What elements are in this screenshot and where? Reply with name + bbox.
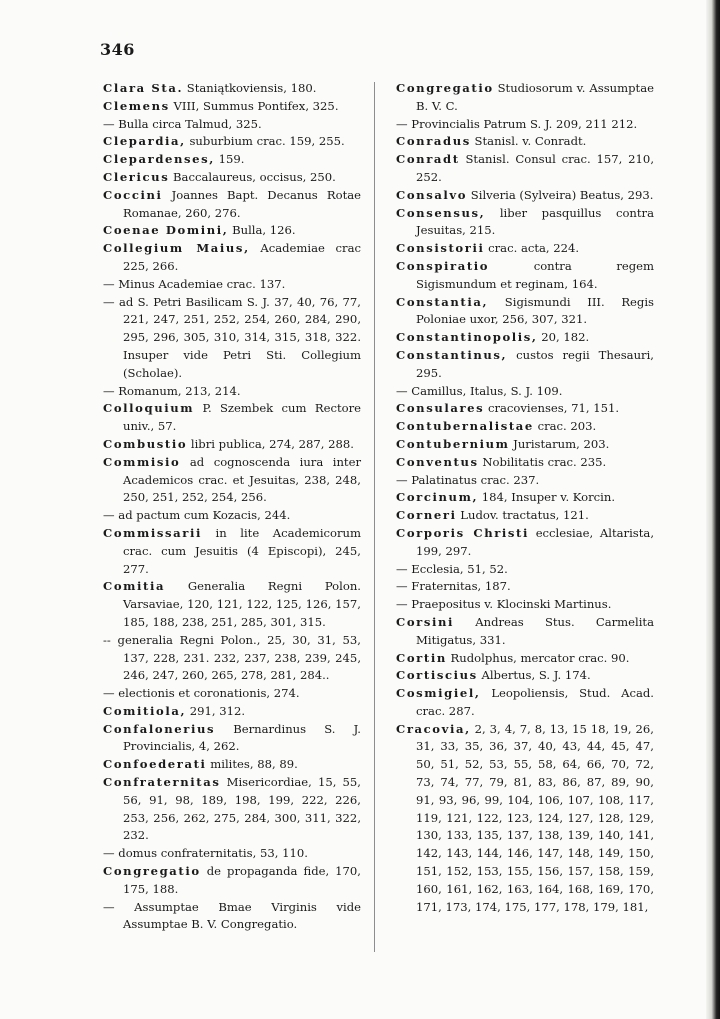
index-headword: Consulares [396, 401, 485, 416]
index-entry-text: — Romanum, 213, 214. [103, 383, 241, 398]
index-entry [103, 98, 361, 116]
index-headword: Constantinus, [396, 347, 508, 362]
index-headword: Confoederati [103, 757, 207, 772]
index-entry [396, 721, 654, 917]
index-entry-text: milites, 88, 89. [206, 757, 298, 772]
index-entry [396, 650, 654, 668]
index-entry-text: Stanisl. v. Conradt. [470, 134, 587, 149]
index-entry-text: P. Szembek cum Rectore univ., 57. [123, 401, 361, 434]
index-headword: Clericus [103, 169, 170, 184]
index-entry-text: — ad pactum cum Kozacis, 244. [103, 508, 291, 523]
index-headword: Contubernium [396, 436, 510, 451]
index-entry-text: 291, 312. [186, 703, 246, 718]
index-headword: Conventus [396, 454, 479, 469]
index-entry-text: 184, Insuper v. Korcin. [478, 490, 616, 505]
index-entry [396, 436, 654, 454]
index-entry [103, 899, 361, 935]
index-entry [103, 863, 361, 899]
index-entry-text: Joannes Bapt. Decanus Rotae Romanae, 260, 276. [123, 187, 361, 220]
index-entry [103, 507, 361, 525]
index-entry-text: Staniątkoviensis, 180. [183, 81, 317, 95]
index-entry [396, 472, 654, 490]
index-headword: Corcinum, [396, 490, 479, 505]
index-entry [396, 116, 654, 134]
column-divider [374, 82, 375, 952]
index-entry [396, 454, 654, 472]
index-entry [396, 383, 654, 401]
index-entry-text: Albertus, S. J. 174. [477, 668, 591, 683]
index-headword: Constantinopolis, [396, 330, 538, 345]
index-headword: Consalvo [396, 187, 468, 202]
index-entry [103, 169, 361, 187]
index-headword: Collegium Maius, [103, 241, 250, 256]
index-entry-text: — Camillus, Italus, S. J. 109. [396, 383, 563, 398]
index-entry-text: de propaganda fide, 170, 175, 188. [123, 864, 361, 896]
index-headword: Cortin [396, 650, 447, 665]
index-entry [103, 276, 361, 294]
index-entry [103, 525, 361, 578]
index-entry-text: crac. acta, 224. [484, 241, 580, 256]
index-entry-text: Ludov. tractatus, 121. [456, 508, 589, 523]
index-entry [103, 436, 361, 454]
index-entry-text: VIII, Summus Pontifex, 325. [169, 98, 339, 113]
index-entry-text: Rudolphus, mercator crac. 90. [446, 650, 630, 665]
index-entry-text: -- generalia Regni Polon., 25, 30, 31, 53, 137, 228, 231. 232, 237, 238, 239, 245, 246, 247, 260, 265, 278, 281, 284.. [103, 632, 361, 683]
index-entry-text: Sigismundi III. Regis Poloniae uxor, 256, 307, 321. [416, 294, 654, 327]
index-headword: Cortiscius [396, 668, 478, 683]
index-headword: Clara Sta. [103, 81, 184, 95]
index-entry-text: Bernardinus S. J. Provincialis, 4, 262. [123, 721, 361, 754]
index-entry-text: — electionis et coronationis, 274. [103, 686, 300, 701]
index-headword: Confraternitas [103, 775, 221, 790]
index-entry [103, 454, 361, 507]
index-entry [396, 329, 654, 347]
index-entry-text: in lite Academicorum crac. cum Jesuitis (4 Episcopi), 245, 277. [123, 525, 361, 576]
index-headword: Confalonerius [103, 721, 216, 736]
index-headword: Constantia, [396, 294, 489, 309]
index-headword: Conradt [396, 152, 460, 167]
index-headword: Corsini [396, 614, 455, 629]
index-entry [103, 721, 361, 757]
index-entry [396, 400, 654, 418]
index-headword: Congregatio [103, 864, 201, 879]
index-entry [103, 222, 361, 240]
index-entry [396, 205, 654, 241]
index-entry [103, 685, 361, 703]
index-headword: Clemens [103, 98, 170, 113]
index-entry-text: 2, 3, 4, 7, 8, 13, 15 18, 19, 26, 31, 33, 35, 36, 37, 40, 43, 44, 45, 47, 50, 51, 52, 53, 55, 58, 64, 66, 70, 72, 73, 74, 77, 79, 81, 83, 86, 87, 89, 90, 91, 93, 96, 99, 104, 106, 107, 108, 117, 119, 121, 122, 123, 124, 127, 128, 129, 130, 133, 135, 137, 138, 139, 140, 141, 142, 143, 144, 146, 147, 148, 149, 150, 151, 152, 153, 155, 156, 157, 158, 159, 160, 161, 162, 163, 164, 168, 169, 170, 171, 173, 174, 175, 177, 178, 179, 181, [416, 721, 654, 914]
index-headword: Commisio [103, 454, 181, 469]
index-entry-text: Bulla, 126. [228, 223, 296, 238]
index-entry-text: — Palatinatus crac. 237. [396, 472, 540, 487]
index-entry-text: — Bulla circa Talmud, 325. [103, 116, 262, 131]
index-headword: Coccini [103, 187, 163, 202]
index-entry-text: 159. [214, 152, 245, 167]
index-entry [103, 240, 361, 276]
index-entry [103, 632, 361, 685]
index-entry [396, 258, 654, 294]
index-column-left [103, 80, 361, 934]
index-entry-text: Leopoliensis, Stud. Acad. crac. 287. [416, 686, 654, 718]
index-headword: Clepardenses, [103, 152, 215, 167]
index-entry [396, 418, 654, 436]
index-headword: Congregatio [396, 81, 494, 95]
index-headword: Corneri [396, 508, 457, 523]
index-headword: Cracovia, [396, 721, 471, 736]
index-entry [396, 294, 654, 330]
index-headword: Cosmigiel, [396, 686, 481, 701]
index-headword: Colloquium [103, 401, 195, 416]
index-entry-text: liber pasquillus contra Jesuitas, 215. [416, 205, 654, 238]
index-entry-text: — Ecclesia, 51, 52. [396, 561, 508, 576]
index-entry-text: contra regem Sigismundum et reginam, 164. [416, 258, 654, 291]
index-headword: Comitiola, [103, 703, 187, 718]
index-entry-text: — Praepositus v. Klocinski Martinus. [396, 597, 612, 612]
index-entry [396, 525, 654, 561]
index-headword: Corporis Christi [396, 525, 530, 540]
index-headword: Commissarii [103, 525, 202, 540]
index-entry-text: suburbium crac. 159, 255. [185, 134, 345, 149]
index-entry-text: libri publica, 274, 287, 288. [187, 436, 354, 451]
index-entry [396, 151, 654, 187]
index-entry-text: 20, 182. [537, 330, 590, 345]
index-entry [103, 845, 361, 863]
index-entry-text: Academiae crac 225, 266. [123, 241, 361, 273]
index-entry [103, 578, 361, 631]
index-entry-text: — Provincialis Patrum S. J. 209, 211 212. [396, 116, 638, 131]
index-headword: Clepardia, [103, 134, 186, 149]
index-entry-text: Studiosorum v. Assumptae B. V. C. [416, 81, 654, 113]
index-headword: Combustio [103, 436, 188, 451]
index-entry-text: — Fraternitas, 187. [396, 579, 511, 594]
index-entry [396, 596, 654, 614]
index-entry [103, 400, 361, 436]
page-edge-shadow [706, 0, 720, 1019]
index-entry-text: Andreas Stus. Carmelita Mitigatus, 331. [416, 614, 654, 647]
index-entry [396, 507, 654, 525]
index-headword: Consistorii [396, 241, 485, 256]
index-entry-text: ecclesiae, Altarista, 199, 297. [416, 525, 655, 558]
index-entry [396, 561, 654, 579]
index-entry-text: Nobilitatis crac. 235. [478, 454, 607, 469]
index-entry-text: crac. 203. [533, 419, 597, 434]
index-entry-text: — ad S. Petri Basilicam S. J. 37, 40, 76, 77, 221, 247, 251, 252, 254, 260, 284, 290, 295, 296, 305, 310, 314, 315, 318, 322. Insuper vide Petri Sti. Collegium (Scholae). [103, 294, 361, 380]
index-entry [103, 383, 361, 401]
index-headword: Conradus [396, 134, 471, 149]
index-entry-text: ad cognoscenda iura inter Academicos crac. et Jesuitas, 238, 248, 250, 251, 252, 254, 256. [123, 454, 361, 505]
index-headword: Conspiratio [396, 258, 490, 273]
index-headword: Consensus, [396, 205, 486, 220]
index-entry [396, 578, 654, 596]
index-entry [396, 489, 654, 507]
index-entry [396, 614, 654, 650]
index-entry [103, 294, 361, 383]
index-entry-text: Misericordiae, 15, 55, 56, 91, 98, 189, 198, 199, 222, 226, 253, 256, 262, 275, 284, 300, 311, 322, 232. [123, 775, 361, 843]
index-entry-text: Juristarum, 203. [509, 436, 610, 451]
index-entry-text: Generalia Regni Polon. Varsaviae, 120, 121, 122, 125, 126, 157, 185, 188, 238, 251, 285, 301, 315. [123, 579, 361, 629]
index-entry [103, 80, 361, 98]
index-entry-text: Stanisl. Consul crac. 157, 210, 252. [416, 152, 654, 184]
index-entry [396, 685, 654, 721]
index-entry [396, 133, 654, 151]
index-column-right [396, 80, 654, 916]
index-headword: Contubernalistae [396, 419, 534, 434]
index-entry-text: custos regii Thesauri, 295. [416, 347, 654, 380]
page-number: 346 [100, 40, 135, 59]
index-entry-text: — domus confraternitatis, 53, 110. [103, 846, 308, 861]
index-entry [103, 774, 361, 845]
index-entry [396, 80, 654, 116]
index-entry [396, 667, 654, 685]
index-entry [103, 116, 361, 134]
index-entry [103, 756, 361, 774]
index-entry [103, 187, 361, 223]
index-entry [396, 187, 654, 205]
index-entry [103, 133, 361, 151]
index-headword: Coenae Domini, [103, 223, 229, 238]
index-entry-text: — Assumptae Bmae Virginis vide Assumptae B. V. Congregatio. [103, 899, 361, 932]
index-entry [103, 151, 361, 169]
index-entry-text: Silveria (Sylveira) Beatus, 293. [467, 187, 654, 202]
index-headword: Comitia [103, 579, 166, 594]
index-entry-text: Baccalaureus, occisus, 250. [169, 169, 336, 184]
index-entry [396, 240, 654, 258]
index-entry-text: cracovienses, 71, 151. [484, 401, 620, 416]
index-entry [396, 347, 654, 383]
index-entry [103, 703, 361, 721]
index-entry-text: — Minus Academiae crac. 137. [103, 276, 286, 291]
